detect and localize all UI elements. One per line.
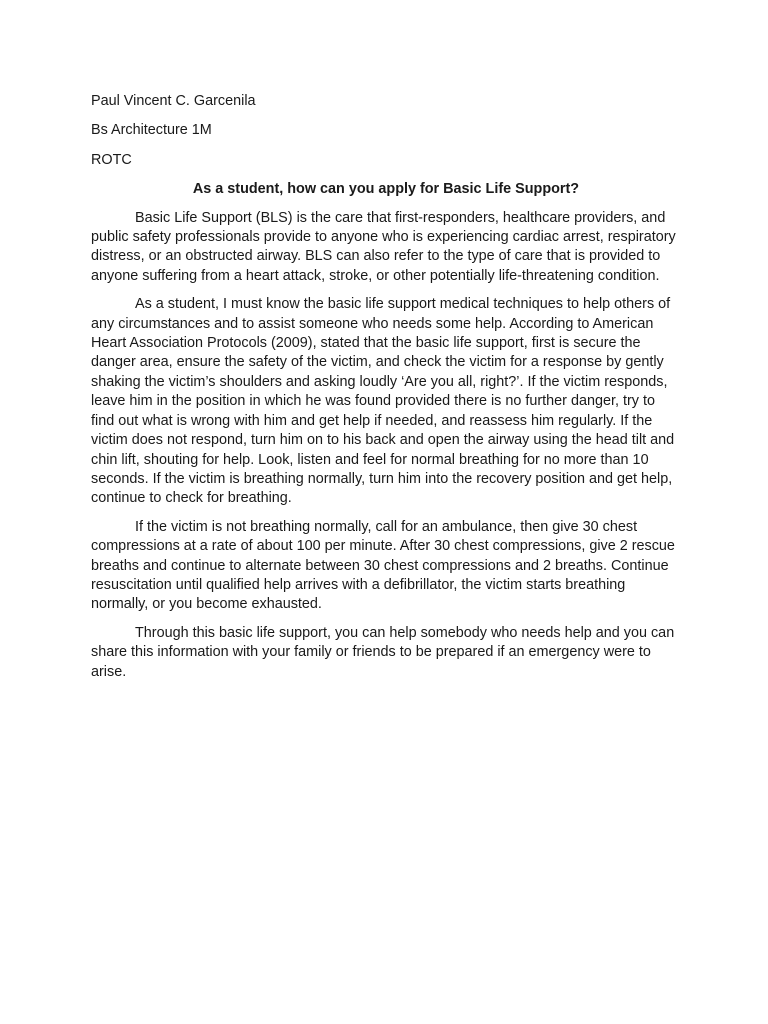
paragraph-bls-definition: Basic Life Support (BLS) is the care that first-responders, healthcare providers, and public safety professionals provide to anyone who is experiencing cardiac arrest, respiratory distress, or an obstructed airway. BLS can also refer to the type of care that is provided to anyone suffering from a heart attack, stroke, or other potentially life-threatening condition. [91, 209, 676, 284]
essay-title: As a student, how can you apply for Basic Life Support? [192, 181, 580, 198]
author-name: Paul Vincent C. Garcenila [91, 93, 256, 109]
course-section: Bs Architecture 1M [91, 122, 212, 139]
subject-label: ROTC [91, 151, 132, 168]
paragraph-not-breathing: If the victim is not breathing normally, call for an ambulance, then give 30 chest compressions at a rate of about 100 per minute. After 30 chest compressions, give 2 rescue breaths and continue to alternate between 30 chest compressions and 2 breaths. Continue resuscitation until qualified help arrives with a defibrillator, the victim starts breathing normally, or you become exhausted. [91, 518, 675, 613]
paragraph-student-techniques: As a student, I must know the basic life support medical techniques to help others of any circumstances and to assist someone who needs some help. According to American Heart Association Protocols (2009), stated that the basic life support, first is secure the danger area, ensure the safety of the victim, and check the victim for a response by gently shaking the victim’s shoulders and asking loudly ‘Are you all, right?’. If the victim responds, leave him in the position in which he was found provided there is no further danger, try to find out what is wrong with him and get help if needed, and reassess him regularly. If the victim does not respond, turn him on to his back and open the airway using the head tilt and chin lift, shouting for help. Look, listen and feel for normal breathing for no more than 10 seconds. If the victim is breathing normally, turn him into the recovery position and get help, continue to check for breathing. [91, 296, 675, 507]
document-body [91, 92, 681, 691]
paragraph-conclusion: Through this basic life support, you can help somebody who needs help and you can share this information with your family or friends to be prepared if an emergency were to arise. [91, 624, 675, 680]
